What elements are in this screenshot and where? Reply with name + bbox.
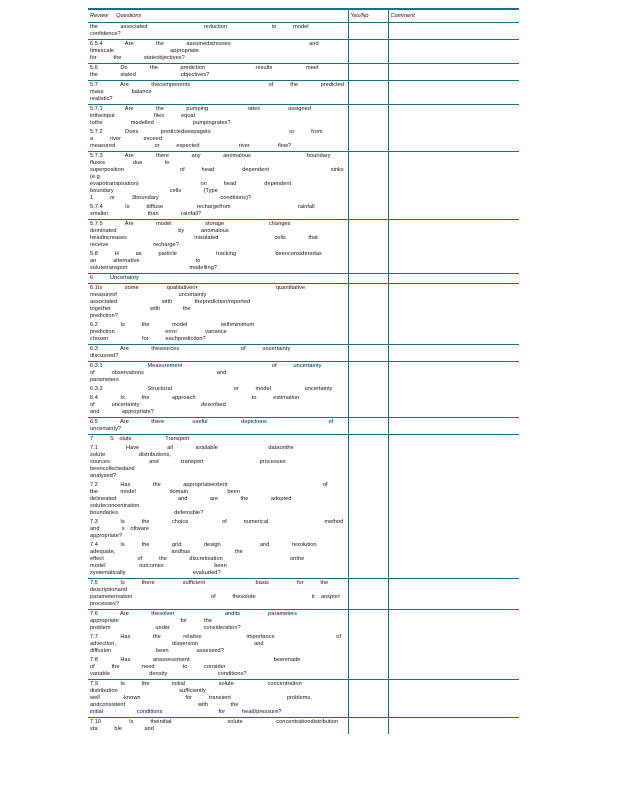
yes-no-cell[interactable]: [348, 274, 388, 284]
table-row: [88, 64, 519, 81]
table-row: [88, 220, 519, 251]
question-cell: 7.6 Are thesolver andits parameters appropriate for the problem under consideration?: [90, 611, 297, 631]
question-cell: 5.7.1 Are the pumping rates assigned intheinput files equal tothe modelled pumpingrates?: [90, 106, 311, 126]
table-row: [88, 250, 519, 274]
header-questions: Questions: [116, 12, 142, 19]
comment-cell[interactable]: [388, 40, 519, 64]
review-checklist: [88, 8, 519, 734]
yes-no-cell[interactable]: [348, 220, 388, 251]
table-row: [88, 518, 519, 541]
comment-cell[interactable]: [388, 321, 519, 345]
question-cell: 5.7.4 Is diffuse rechargefrom rainfall smaller than rainfall?: [88, 203, 348, 220]
question-cell: 7.2 Has the appropriateextent of the model domain been delineated and are the adopted soluteconcentration boundaries defensible?: [90, 482, 328, 516]
table-row: [88, 345, 519, 362]
comment-cell[interactable]: [388, 274, 519, 284]
table-row: [88, 444, 519, 481]
table-row: [88, 81, 519, 105]
comment-cell[interactable]: [388, 284, 519, 322]
comment-cell[interactable]: [388, 152, 519, 204]
question-cell: 5.8 H as particle tracking beenconsideredas an alternative to solutetransport modelling?: [88, 250, 348, 274]
table-header-row: [88, 9, 519, 23]
table-row: [88, 152, 519, 204]
comment-cell[interactable]: [388, 128, 519, 152]
yes-no-cell[interactable]: [348, 345, 388, 362]
comment-cell[interactable]: [388, 610, 519, 634]
question-cell: 6.2 Is the model withminimum prediction error variance chosen for eachprediction?: [88, 321, 348, 345]
comment-cell[interactable]: [388, 345, 519, 362]
question-cell: 7.3 Is the choice of numerical method and s oftware appropriate?: [90, 519, 344, 539]
yes-no-cell[interactable]: [348, 128, 388, 152]
comment-cell[interactable]: [388, 105, 519, 129]
table-row: [88, 40, 519, 64]
comment-cell[interactable]: [388, 481, 519, 518]
question-cell: 6.3 Are thesources of uncertainty discussed?: [88, 345, 348, 362]
yes-no-cell[interactable]: [348, 418, 388, 435]
question-cell: 7.7 Has the relative importance of advection, dispersion and diffusion been assessed?: [90, 634, 342, 654]
comment-cell[interactable]: [388, 418, 519, 435]
comment-cell[interactable]: [388, 541, 519, 579]
table-row: [88, 435, 519, 445]
question-cell: 6 Uncertainty: [88, 274, 348, 284]
yes-no-cell[interactable]: [348, 385, 388, 394]
comment-cell[interactable]: [388, 220, 519, 251]
table-row: [88, 610, 519, 634]
table-row: [88, 23, 519, 40]
question-cell: 6.3.2 Structural or model uncertainty: [90, 386, 333, 392]
comment-cell[interactable]: [388, 633, 519, 656]
question-cell: 6.3.1 Measurement of uncertainty of observations and parameters: [90, 363, 322, 383]
question-cell: 6.5.4 Are the assumedstresses and timescale appropriate for the stateobjectives?: [88, 40, 348, 64]
table-row: [88, 680, 519, 718]
question-cell: 6.1Is some qualitativeor quantitative measureof uncertainty associated with theprediction/reported together with the prediction?: [90, 285, 306, 319]
yes-no-cell[interactable]: [348, 321, 388, 345]
comment-cell[interactable]: [388, 680, 519, 718]
table-row: [88, 418, 519, 435]
question-cell: 7.8 Has anassessment beenmade of the need to consider variable density conditions?: [88, 656, 348, 680]
question-cell: the associated reduction in model confidence?: [88, 23, 348, 40]
table-row: [88, 274, 519, 284]
comment-cell[interactable]: [388, 81, 519, 105]
comment-cell[interactable]: [388, 518, 519, 541]
table-row: [88, 656, 519, 680]
header-review-questions: [88, 9, 348, 23]
header-review: Review: [90, 12, 109, 19]
table-row: [88, 633, 519, 656]
comment-cell[interactable]: [388, 362, 519, 386]
question-cell: 5.7.2 Does predictedseepageto or from a river exceed measured or expected river flow?: [88, 128, 348, 152]
yes-no-cell[interactable]: [348, 435, 388, 445]
comment-cell[interactable]: [388, 23, 519, 40]
comment-cell[interactable]: [388, 64, 519, 81]
comment-cell[interactable]: [388, 203, 519, 220]
question-cell: 6.5 Are there useful depictions of uncertainty?: [88, 418, 348, 435]
question-cell: 5.7.3 Are there any anomalous boundary fluxes due to superposition of head dependent sinks (e.g. evapotranspiration) on head dependent boundary cells (Type 1 or 3boundary conditions)?: [90, 153, 344, 201]
header-comment: Comment: [388, 9, 519, 23]
table-row: [88, 203, 519, 220]
table-row: [88, 394, 519, 418]
table-row: [88, 481, 519, 518]
table-row: [88, 718, 519, 735]
table-row: [88, 284, 519, 322]
yes-no-cell[interactable]: [348, 152, 388, 204]
header-yes-no: Yes/No: [348, 9, 388, 23]
question-cell: 7.4 Is the grid design and resolution adequate, andhas the effect of the discretisation onthe model outcomes been systematically evaluated?: [88, 541, 348, 579]
checklist-table: [88, 8, 519, 734]
question-cell: 5.6 Do the prediction results meet the stated objectives?: [88, 64, 348, 81]
question-cell: 7 S olute Transport: [90, 436, 190, 442]
table-row: [88, 541, 519, 579]
table-row: [88, 321, 519, 345]
table-row: [88, 362, 519, 386]
question-cell: 7.5 Is there sufficient basis for the descriptionand parameterisation of thesolute tr ansport processes?: [88, 579, 348, 610]
yes-no-cell[interactable]: [348, 481, 388, 518]
comment-cell[interactable]: [388, 394, 519, 418]
table-row: [88, 128, 519, 152]
comment-cell[interactable]: [388, 385, 519, 394]
question-cell: 7.10 Is theinitial solute concentrationdistribution sta ble and: [90, 719, 468, 732]
comment-cell[interactable]: [388, 444, 519, 481]
question-cell: 7.1 Have all available dataonthe solute distributions, sources and transport processes beencollectedand analysed?: [90, 445, 294, 479]
question-cell: 7.9 Is the initial solute concentration distribution sufficiently well -known for transient problems, andconsistent with the initial conditions for head/pressure?: [88, 680, 348, 718]
comment-cell[interactable]: [388, 435, 519, 445]
question-cell: 5.7 Are thecomponents of the predicted mass balance realistic?: [88, 81, 348, 105]
yes-no-cell[interactable]: [348, 64, 388, 81]
comment-cell[interactable]: [388, 656, 519, 680]
table-row: [88, 105, 519, 129]
question-cell: 5.7.5 Are model storage changes dominated by anomalous headincreases inisolated cells that receive recharge?: [90, 221, 318, 248]
table-row: [88, 579, 519, 610]
yes-no-cell[interactable]: [348, 40, 388, 64]
comment-cell[interactable]: [388, 579, 519, 610]
table-row: [88, 385, 519, 394]
question-cell: 6.4 Is the approach to estimation of uncertainty described and appropriate?: [88, 394, 348, 418]
yes-no-cell[interactable]: [348, 23, 388, 40]
